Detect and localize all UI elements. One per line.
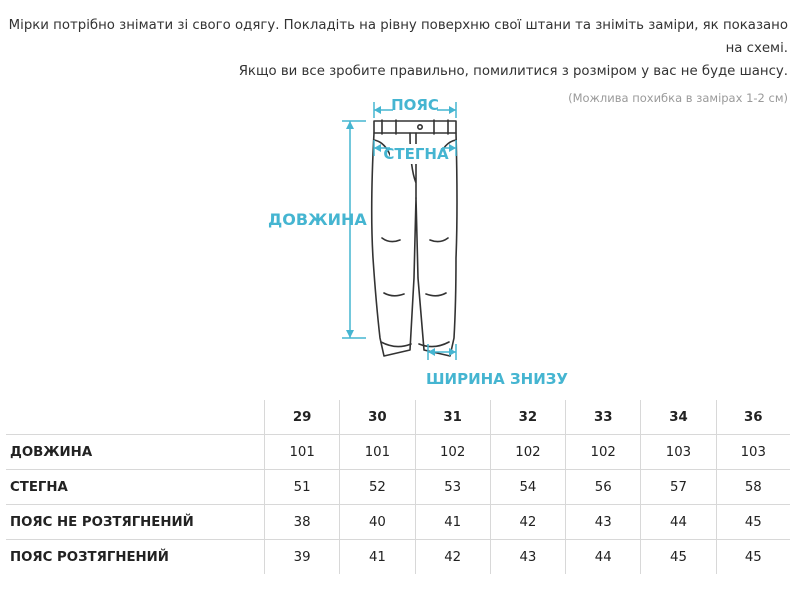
table-cell: 54 (490, 470, 565, 505)
size-chart-table (6, 400, 790, 574)
table-cell: 56 (566, 470, 641, 505)
table-cell: 101 (340, 435, 415, 470)
table-cell: 45 (641, 540, 716, 575)
length-arrow (342, 121, 366, 338)
table-cell: 103 (716, 435, 790, 470)
table-cell: 51 (265, 470, 340, 505)
row-label: СТЕГНА (6, 470, 265, 505)
table-cell: 45 (716, 540, 790, 575)
table-cell: 102 (490, 435, 565, 470)
table-cell: 58 (716, 470, 790, 505)
table-cell: 43 (490, 540, 565, 575)
intro-line-2: Якщо ви все зробите правильно, помилитися з розміром у вас не буде шансу. (238, 64, 788, 79)
table-cell: 53 (415, 470, 490, 505)
hips-label: СТЕГНА (383, 145, 449, 163)
table-cell: 102 (566, 435, 641, 470)
row-label: ДОВЖИНА (6, 435, 265, 470)
size-header: 31 (415, 400, 490, 435)
table-cell: 44 (566, 540, 641, 575)
table-cell: 42 (415, 540, 490, 575)
table-cell: 101 (265, 435, 340, 470)
table-cell: 57 (641, 470, 716, 505)
length-label: ДОВЖИНА (268, 210, 367, 229)
size-header: 29 (265, 400, 340, 435)
row-label: ПОЯС РОЗТЯГНЕНИЙ (6, 540, 265, 575)
size-header: 32 (490, 400, 565, 435)
table-cell: 38 (265, 505, 340, 540)
size-header-row (6, 400, 790, 435)
table-cell: 43 (566, 505, 641, 540)
table-cell: 41 (415, 505, 490, 540)
header-blank-cell (6, 400, 265, 435)
diagram-svg (260, 88, 569, 398)
size-header: 33 (566, 400, 641, 435)
table-cell: 44 (641, 505, 716, 540)
hem-label: ШИРИНА ЗНИЗУ (426, 370, 569, 388)
table-cell: 42 (490, 505, 565, 540)
table-cell: 39 (265, 540, 340, 575)
table-row (6, 470, 790, 505)
size-header: 30 (340, 400, 415, 435)
table-row (6, 505, 790, 540)
waist-label: ПОЯС (391, 96, 439, 114)
size-header: 36 (716, 400, 790, 435)
table-row (6, 540, 790, 575)
table-row (6, 435, 790, 470)
table-cell: 103 (641, 435, 716, 470)
intro-line-1: Мірки потрібно знімати зі свого одягу. Покладіть на рівну поверхню свої штани та зніміть заміри, як показано на схемі. (8, 18, 788, 56)
trousers-measurement-diagram (260, 88, 569, 398)
table-cell: 45 (716, 505, 790, 540)
table-cell: 52 (340, 470, 415, 505)
table-cell: 102 (415, 435, 490, 470)
table-cell: 40 (340, 505, 415, 540)
size-header: 34 (641, 400, 716, 435)
row-label: ПОЯС НЕ РОЗТЯГНЕНИЙ (6, 505, 265, 540)
table-cell: 41 (340, 540, 415, 575)
measurement-error-note: (Можлива похибка в замірах 1-2 см) (568, 91, 788, 105)
